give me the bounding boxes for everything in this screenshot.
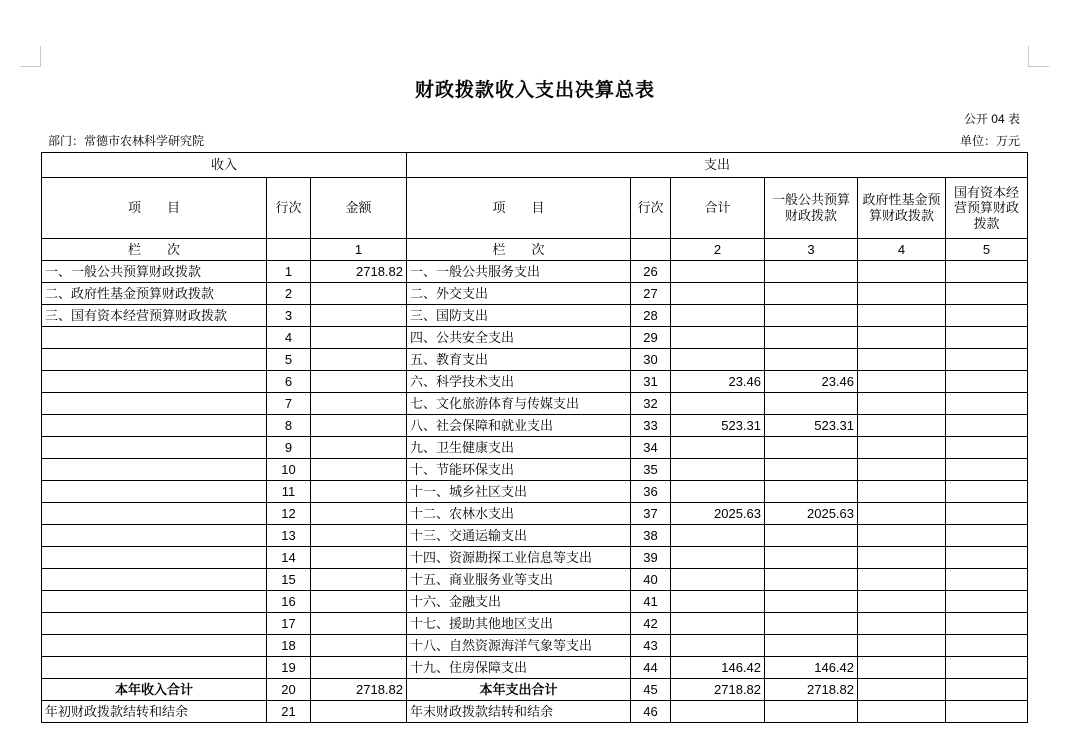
general-budget-cell (765, 349, 858, 371)
income-row-no-cell: 16 (267, 591, 311, 613)
expense-item-cell: 十一、城乡社区支出 (407, 481, 631, 503)
state-capital-cell (946, 415, 1028, 437)
income-row-no-cell: 19 (267, 657, 311, 679)
total-row (42, 679, 1028, 701)
general-budget-cell (765, 569, 858, 591)
expense-total-cell (671, 305, 765, 327)
state-capital-cell (946, 613, 1028, 635)
state-capital-cell (946, 635, 1028, 657)
income-item-cell (42, 481, 267, 503)
income-amount-cell (311, 613, 407, 635)
general-budget-cell (765, 591, 858, 613)
income-item-cell: 三、国有资本经营预算财政拨款 (42, 305, 267, 327)
gov-fund-cell (858, 327, 946, 349)
income-item-cell (42, 459, 267, 481)
income-section-header: 收入 (42, 153, 407, 178)
col-header-amount: 金额 (311, 178, 407, 239)
expense-total-cell (671, 591, 765, 613)
income-item-cell (42, 613, 267, 635)
income-row-no-cell: 6 (267, 371, 311, 393)
expense-row-no-cell: 39 (631, 547, 671, 569)
col-header-income-item: 项 目 (42, 178, 267, 239)
expense-item-cell: 十三、交通运输支出 (407, 525, 631, 547)
income-amount-cell (311, 349, 407, 371)
expense-total-cell (671, 459, 765, 481)
income-amount-cell (311, 283, 407, 305)
gov-fund-cell (858, 393, 946, 415)
income-amount-cell (311, 569, 407, 591)
state-capital-cell (946, 371, 1028, 393)
general-budget-cell (765, 547, 858, 569)
state-capital-cell (946, 349, 1028, 371)
income-amount-cell (311, 525, 407, 547)
general-budget-cell (765, 437, 858, 459)
crop-mark-top-left (20, 46, 41, 67)
expense-item-cell: 七、文化旅游体育与传媒支出 (407, 393, 631, 415)
expense-total-cell: 2025.63 (671, 503, 765, 525)
income-item-cell (42, 503, 267, 525)
table-row (42, 657, 1028, 679)
expense-row-no-cell: 35 (631, 459, 671, 481)
general-budget-cell (765, 613, 858, 635)
income-amount-cell: 2718.82 (311, 679, 407, 701)
gov-fund-cell (858, 679, 946, 701)
income-amount-cell (311, 437, 407, 459)
column-index-empty (267, 239, 311, 261)
income-row-no-cell: 11 (267, 481, 311, 503)
expense-item-cell: 十七、援助其他地区支出 (407, 613, 631, 635)
income-row-no-cell: 21 (267, 701, 311, 723)
expense-item-cell: 十九、住房保障支出 (407, 657, 631, 679)
income-item-cell (42, 393, 267, 415)
state-capital-cell (946, 305, 1028, 327)
income-amount-cell (311, 327, 407, 349)
expense-row-no-cell: 33 (631, 415, 671, 437)
income-row-no-cell: 17 (267, 613, 311, 635)
column-index-row (42, 239, 1028, 261)
income-row-no-cell: 15 (267, 569, 311, 591)
column-index-expense-empty (631, 239, 671, 261)
col-header-expense-row-no: 行次 (631, 178, 671, 239)
table-row (42, 327, 1028, 349)
expense-total-cell (671, 283, 765, 305)
general-budget-cell (765, 305, 858, 327)
general-budget-cell: 523.31 (765, 415, 858, 437)
table-row (42, 503, 1028, 525)
income-amount-cell (311, 635, 407, 657)
gov-fund-cell (858, 481, 946, 503)
column-index-label: 栏 次 (42, 239, 267, 261)
expense-row-no-cell: 30 (631, 349, 671, 371)
income-item-cell (42, 635, 267, 657)
column-index-expense-label: 栏 次 (407, 239, 631, 261)
expense-item-cell: 十六、金融支出 (407, 591, 631, 613)
expense-item-cell: 年末财政拨款结转和结余 (407, 701, 631, 723)
unit-label: 单位：万元 (959, 134, 1020, 148)
form-number: 公开 04 表 (963, 112, 1020, 126)
table-row (42, 701, 1028, 723)
state-capital-cell (946, 701, 1028, 723)
general-budget-cell: 2718.82 (765, 679, 858, 701)
expense-item-cell: 十四、资源勘探工业信息等支出 (407, 547, 631, 569)
gov-fund-cell (858, 613, 946, 635)
gov-fund-cell (858, 503, 946, 525)
income-amount-cell (311, 701, 407, 723)
expense-item-cell: 五、教育支出 (407, 349, 631, 371)
expense-item-cell: 本年支出合计 (407, 679, 631, 701)
page-title: 财政拨款收入支出决算总表 (414, 79, 655, 101)
table-row (42, 635, 1028, 657)
column-index-general: 3 (765, 239, 858, 261)
expense-total-cell: 523.31 (671, 415, 765, 437)
table-row (42, 569, 1028, 591)
gov-fund-cell (858, 371, 946, 393)
gov-fund-cell (858, 657, 946, 679)
income-amount-cell (311, 547, 407, 569)
income-row-no-cell: 20 (267, 679, 311, 701)
expense-total-cell (671, 261, 765, 283)
expense-total-cell (671, 635, 765, 657)
income-item-cell (42, 547, 267, 569)
table-row (42, 349, 1028, 371)
income-item-cell (42, 327, 267, 349)
income-amount-cell (311, 415, 407, 437)
gov-fund-cell (858, 305, 946, 327)
state-capital-cell (946, 569, 1028, 591)
state-capital-cell (946, 261, 1028, 283)
table-row (42, 481, 1028, 503)
expense-item-cell: 十、节能环保支出 (407, 459, 631, 481)
col-header-state-capital: 国有资本经营预算财政拨款 (946, 178, 1028, 239)
expense-item-cell: 一、一般公共服务支出 (407, 261, 631, 283)
income-row-no-cell: 4 (267, 327, 311, 349)
income-amount-cell (311, 481, 407, 503)
gov-fund-cell (858, 349, 946, 371)
state-capital-cell (946, 679, 1028, 701)
state-capital-cell (946, 393, 1028, 415)
table-row (42, 525, 1028, 547)
income-item-cell: 年初财政拨款结转和结余 (42, 701, 267, 723)
expense-total-cell (671, 481, 765, 503)
gov-fund-cell (858, 415, 946, 437)
expense-row-no-cell: 31 (631, 371, 671, 393)
income-amount-cell (311, 657, 407, 679)
general-budget-cell (765, 525, 858, 547)
state-capital-cell (946, 481, 1028, 503)
column-header-row (42, 178, 1028, 239)
state-capital-cell (946, 437, 1028, 459)
expense-item-cell: 十八、自然资源海洋气象等支出 (407, 635, 631, 657)
expense-row-no-cell: 41 (631, 591, 671, 613)
expense-row-no-cell: 32 (631, 393, 671, 415)
expense-total-cell: 23.46 (671, 371, 765, 393)
expense-section-header: 支出 (407, 153, 1028, 178)
gov-fund-cell (858, 437, 946, 459)
income-item-cell (42, 591, 267, 613)
income-amount-cell (311, 305, 407, 327)
expense-row-no-cell: 45 (631, 679, 671, 701)
col-header-expense-item: 项 目 (407, 178, 631, 239)
gov-fund-cell (858, 635, 946, 657)
col-header-gov-fund: 政府性基金预算财政拨款 (858, 178, 946, 239)
column-index-capital: 5 (946, 239, 1028, 261)
expense-row-no-cell: 34 (631, 437, 671, 459)
income-row-no-cell: 9 (267, 437, 311, 459)
expense-row-no-cell: 43 (631, 635, 671, 657)
state-capital-cell (946, 327, 1028, 349)
expense-total-cell (671, 327, 765, 349)
table-row (42, 591, 1028, 613)
table-row (42, 415, 1028, 437)
expense-item-cell: 三、国防支出 (407, 305, 631, 327)
state-capital-cell (946, 283, 1028, 305)
income-item-cell (42, 657, 267, 679)
expense-total-cell: 2718.82 (671, 679, 765, 701)
state-capital-cell (946, 503, 1028, 525)
general-budget-cell (765, 393, 858, 415)
general-budget-cell (765, 283, 858, 305)
expense-row-no-cell: 28 (631, 305, 671, 327)
general-budget-cell (765, 261, 858, 283)
gov-fund-cell (858, 569, 946, 591)
general-budget-cell (765, 327, 858, 349)
gov-fund-cell (858, 591, 946, 613)
gov-fund-cell (858, 701, 946, 723)
income-amount-cell: 2718.82 (311, 261, 407, 283)
col-header-income-row-no: 行次 (267, 178, 311, 239)
crop-mark-top-right (1028, 46, 1049, 67)
state-capital-cell (946, 591, 1028, 613)
expense-item-cell: 十五、商业服务业等支出 (407, 569, 631, 591)
table-row (42, 371, 1028, 393)
expense-row-no-cell: 29 (631, 327, 671, 349)
expense-row-no-cell: 26 (631, 261, 671, 283)
expense-total-cell (671, 701, 765, 723)
table-row (42, 437, 1028, 459)
income-item-cell (42, 569, 267, 591)
general-budget-cell (765, 701, 858, 723)
column-index-amount: 1 (311, 239, 407, 261)
income-item-cell: 一、一般公共预算财政拨款 (42, 261, 267, 283)
expense-row-no-cell: 37 (631, 503, 671, 525)
income-row-no-cell: 3 (267, 305, 311, 327)
income-row-no-cell: 12 (267, 503, 311, 525)
general-budget-cell: 146.42 (765, 657, 858, 679)
income-row-no-cell: 18 (267, 635, 311, 657)
table-row (42, 613, 1028, 635)
expense-total-cell (671, 547, 765, 569)
income-item-cell (42, 349, 267, 371)
expense-row-no-cell: 42 (631, 613, 671, 635)
expense-item-cell: 六、科学技术支出 (407, 371, 631, 393)
table-row (42, 283, 1028, 305)
expense-item-cell: 九、卫生健康支出 (407, 437, 631, 459)
income-amount-cell (311, 371, 407, 393)
income-amount-cell (311, 393, 407, 415)
col-header-general-budget: 一般公共预算财政拨款 (765, 178, 858, 239)
expense-total-cell (671, 613, 765, 635)
income-row-no-cell: 14 (267, 547, 311, 569)
general-budget-cell: 2025.63 (765, 503, 858, 525)
expense-item-cell: 十二、农林水支出 (407, 503, 631, 525)
income-row-no-cell: 7 (267, 393, 311, 415)
expense-total-cell: 146.42 (671, 657, 765, 679)
table-row (42, 459, 1028, 481)
state-capital-cell (946, 547, 1028, 569)
table-row (42, 261, 1028, 283)
col-header-total: 合计 (671, 178, 765, 239)
income-row-no-cell: 13 (267, 525, 311, 547)
state-capital-cell (946, 459, 1028, 481)
expense-row-no-cell: 40 (631, 569, 671, 591)
expense-total-cell (671, 569, 765, 591)
expense-total-cell (671, 349, 765, 371)
income-item-cell: 本年收入合计 (42, 679, 267, 701)
income-row-no-cell: 1 (267, 261, 311, 283)
general-budget-cell (765, 481, 858, 503)
fiscal-summary-table (41, 152, 1028, 723)
income-amount-cell (311, 459, 407, 481)
expense-item-cell: 二、外交支出 (407, 283, 631, 305)
state-capital-cell (946, 525, 1028, 547)
general-budget-cell (765, 459, 858, 481)
column-index-fund: 4 (858, 239, 946, 261)
income-item-cell (42, 371, 267, 393)
expense-row-no-cell: 38 (631, 525, 671, 547)
income-amount-cell (311, 503, 407, 525)
gov-fund-cell (858, 283, 946, 305)
income-row-no-cell: 8 (267, 415, 311, 437)
section-header-row (42, 153, 1028, 178)
income-row-no-cell: 5 (267, 349, 311, 371)
expense-row-no-cell: 46 (631, 701, 671, 723)
gov-fund-cell (858, 261, 946, 283)
expense-row-no-cell: 44 (631, 657, 671, 679)
gov-fund-cell (858, 525, 946, 547)
expense-row-no-cell: 36 (631, 481, 671, 503)
general-budget-cell (765, 635, 858, 657)
expense-total-cell (671, 437, 765, 459)
income-row-no-cell: 10 (267, 459, 311, 481)
expense-item-cell: 八、社会保障和就业支出 (407, 415, 631, 437)
table-row (42, 393, 1028, 415)
income-row-no-cell: 2 (267, 283, 311, 305)
department-label: 部门：常德市农林科学研究院 (48, 134, 205, 148)
table-row (42, 305, 1028, 327)
expense-total-cell (671, 393, 765, 415)
gov-fund-cell (858, 459, 946, 481)
income-item-cell (42, 525, 267, 547)
gov-fund-cell (858, 547, 946, 569)
table-row (42, 547, 1028, 569)
expense-total-cell (671, 525, 765, 547)
income-amount-cell (311, 591, 407, 613)
state-capital-cell (946, 657, 1028, 679)
expense-item-cell: 四、公共安全支出 (407, 327, 631, 349)
expense-row-no-cell: 27 (631, 283, 671, 305)
column-index-total: 2 (671, 239, 765, 261)
general-budget-cell: 23.46 (765, 371, 858, 393)
income-item-cell (42, 437, 267, 459)
income-item-cell: 二、政府性基金预算财政拨款 (42, 283, 267, 305)
income-item-cell (42, 415, 267, 437)
